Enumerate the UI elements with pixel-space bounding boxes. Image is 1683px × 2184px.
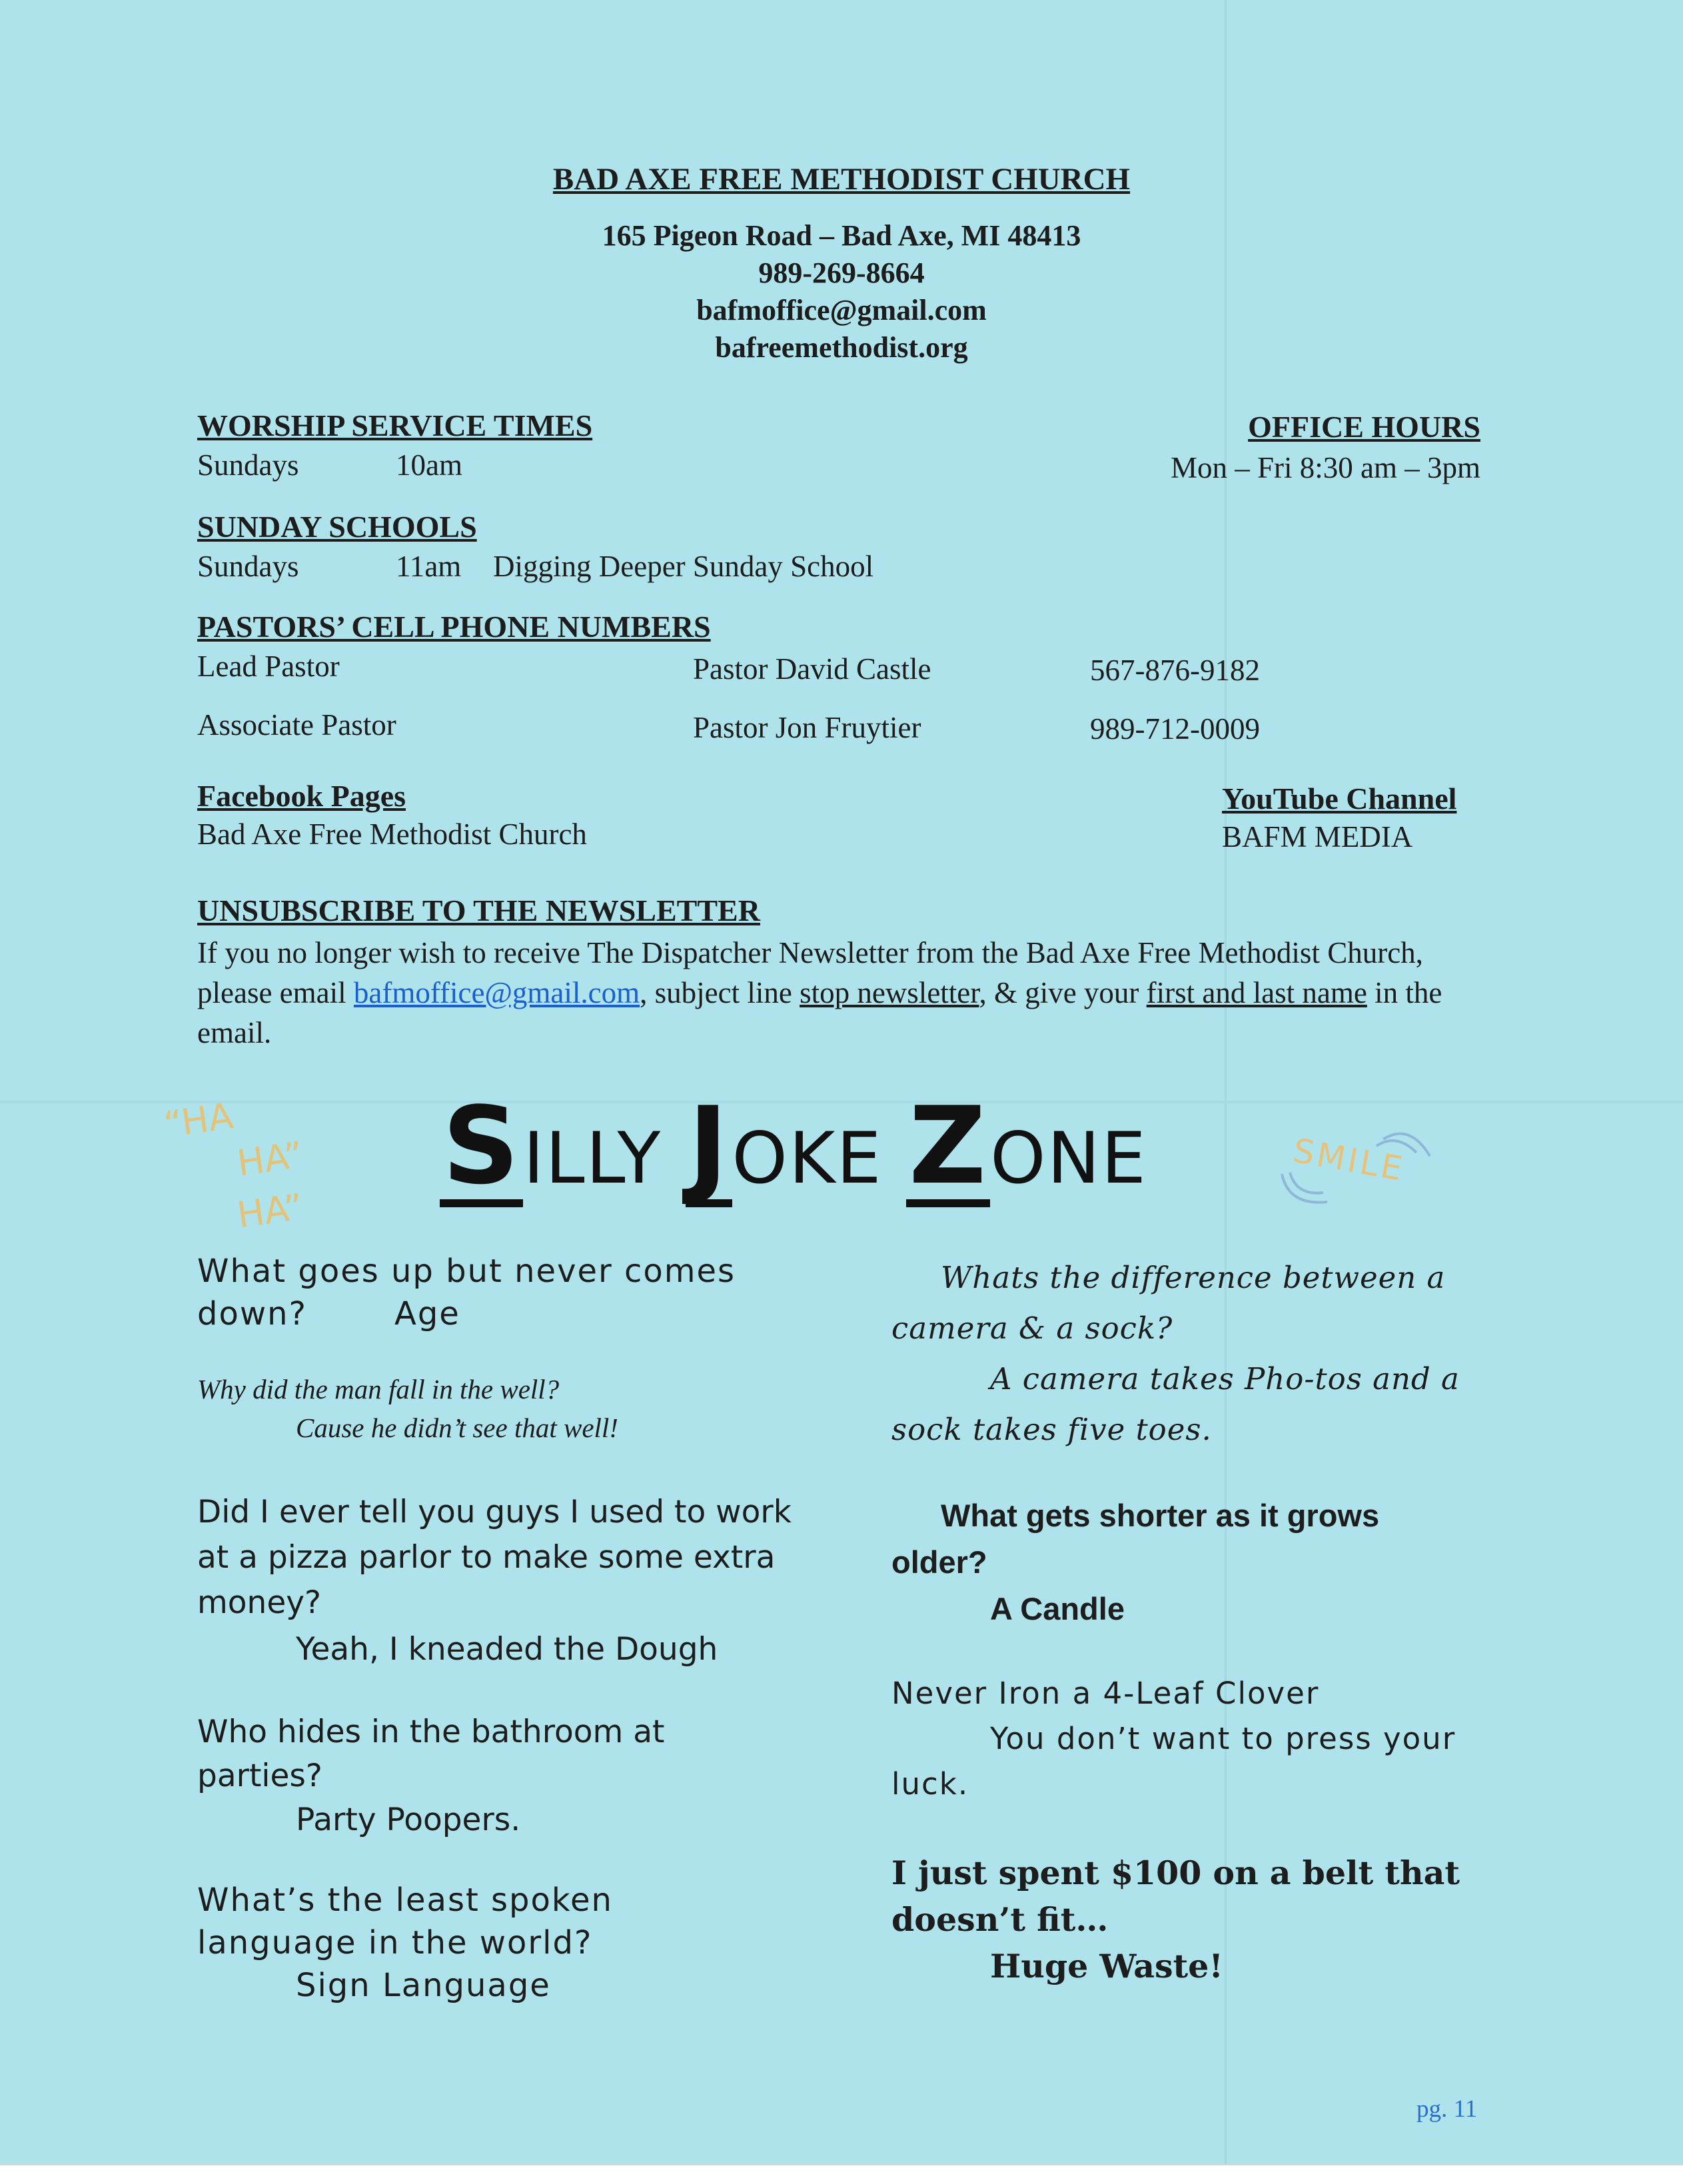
joke-left-5-answer: Sign Language — [296, 1967, 551, 2004]
office-hours-value: Mon – Fri 8:30 am – 3pm — [1170, 451, 1480, 484]
joke-left-4-question-line-2: parties? — [197, 1758, 322, 1794]
office-hours-heading: OFFICE HOURS — [1248, 410, 1480, 444]
unsubscribe-paragraph — [197, 933, 1496, 1053]
joke-right-2-question-line-2: older? — [891, 1544, 987, 1580]
pastor-name-associate: Pastor Jon Fruytier — [693, 711, 921, 744]
sunday-school-time: 11am — [396, 550, 462, 583]
church-phone: 989-269-8664 — [758, 257, 925, 289]
joke-right-4-question-line-2: doesn’t fit… — [891, 1900, 1109, 1939]
worship-heading: WORSHIP SERVICE TIMES — [197, 408, 593, 442]
church-email: bafmoffice@gmail.com — [696, 294, 987, 326]
ha-doodle-1: “HA — [161, 1095, 236, 1146]
sunday-school-heading: SUNDAY SCHOOLS — [197, 510, 477, 544]
scan-bottom-edge — [0, 2164, 1683, 2184]
ha-doodle-3: HA” — [235, 1185, 306, 1237]
pastor-phone-lead: 567-876-9182 — [1090, 654, 1260, 687]
title-letter-s: S — [440, 1093, 523, 1207]
title-word-illy: ILLY — [523, 1117, 662, 1199]
pastor-name-lead: Pastor David Castle — [693, 652, 931, 686]
joke-right-1-answer-line-1: A camera takes Pho-tos and a — [990, 1361, 1460, 1396]
joke-right-2-question-line-1: What gets shorter as it grows — [941, 1498, 1380, 1533]
page-number: pg. 11 — [1416, 2095, 1478, 2123]
pastor-role-lead: Lead Pastor — [197, 650, 340, 683]
unsubscribe-text-3: , & give your — [979, 976, 1147, 1009]
joke-left-2-question: Why did the man fall in the well? — [197, 1374, 560, 1404]
joke-left-1-answer: Age — [394, 1295, 460, 1333]
joke-left-3-answer: Yeah, I kneaded the Dough — [296, 1631, 718, 1668]
joke-right-1-answer-line-2: sock takes five toes. — [891, 1412, 1212, 1447]
joke-left-4-answer: Party Poopers. — [296, 1802, 521, 1838]
joke-right-3-question: Never Iron a 4-Leaf Clover — [891, 1676, 1320, 1711]
unsubscribe-text-2: , subject line — [640, 976, 800, 1009]
unsubscribe-heading: UNSUBSCRIBE TO THE NEWSLETTER — [197, 893, 760, 927]
joke-right-1-question-line-1: Whats the difference between a — [941, 1260, 1446, 1295]
church-website: bafreemethodist.org — [715, 331, 968, 364]
joke-left-1-question-line-2: down? — [197, 1295, 307, 1333]
pastors-heading: PASTORS’ CELL PHONE NUMBERS — [197, 610, 711, 644]
title-word-oke: OKE — [732, 1117, 883, 1199]
title-word-one: ONE — [990, 1117, 1147, 1199]
unsubscribe-text-4: in the email. — [197, 976, 1442, 1049]
sunday-school-name: Digging Deeper Sunday School — [493, 550, 874, 583]
joke-right-2-answer: A Candle — [990, 1591, 1125, 1626]
sunday-school-day: Sundays — [197, 550, 299, 583]
youtube-value: BAFM MEDIA — [1222, 820, 1413, 853]
joke-left-5-question-line-1: What’s the least spoken — [197, 1882, 613, 1919]
joke-left-1-question-line-1: What goes up but never comes — [197, 1253, 736, 1290]
smile-doodle: SMILE — [1290, 1131, 1408, 1189]
unsubscribe-text-1: If you no longer wish to receive The Dispatcher Newsletter from the Bad Axe Free Methodist Church, please email — [197, 936, 1423, 1009]
pastor-role-associate: Associate Pastor — [197, 708, 396, 742]
pastor-phone-associate: 989-712-0009 — [1090, 712, 1260, 746]
joke-left-4-question-line-1: Who hides in the bathroom at — [197, 1714, 665, 1750]
joke-right-1-question-line-2: camera & a sock? — [891, 1311, 1173, 1346]
worship-time: 10am — [396, 448, 462, 482]
joke-left-5-question-line-2: language in the world? — [197, 1924, 593, 1961]
title-letter-j: J — [686, 1093, 732, 1207]
joke-right-3-answer-line-2: luck. — [891, 1766, 969, 1802]
joke-right-3-answer-line-1: You don’t want to press your — [990, 1721, 1456, 1756]
silly-joke-zone-title — [440, 1083, 1147, 1208]
joke-left-3-question-line-1: Did I ever tell you guys I used to work — [197, 1494, 792, 1530]
joke-right-4-question-line-1: I just spent $100 on a belt that — [891, 1854, 1460, 1892]
unsubscribe-email-link[interactable]: bafmoffice@gmail.com — [353, 976, 640, 1009]
youtube-heading: YouTube Channel — [1222, 782, 1457, 816]
joke-right-4-answer: Huge Waste! — [990, 1947, 1223, 1985]
joke-left-3-question-line-2: at a pizza parlor to make some extra — [197, 1539, 776, 1576]
church-name: BAD AXE FREE METHODIST CHURCH — [552, 162, 1131, 197]
joke-left-2-answer: Cause he didn’t see that well! — [296, 1412, 618, 1443]
facebook-value: Bad Axe Free Methodist Church — [197, 818, 587, 851]
unsubscribe-subject: stop newsletter — [800, 976, 979, 1009]
facebook-heading: Facebook Pages — [197, 779, 406, 813]
ha-doodle-2: HA” — [235, 1133, 306, 1185]
worship-day: Sundays — [197, 448, 299, 482]
joke-left-3-question-line-3: money? — [197, 1584, 322, 1621]
title-letter-z: Z — [906, 1093, 990, 1207]
church-address: 165 Pigeon Road – Bad Axe, MI 48413 — [602, 219, 1081, 252]
unsubscribe-name-requirement: first and last name — [1146, 976, 1367, 1009]
